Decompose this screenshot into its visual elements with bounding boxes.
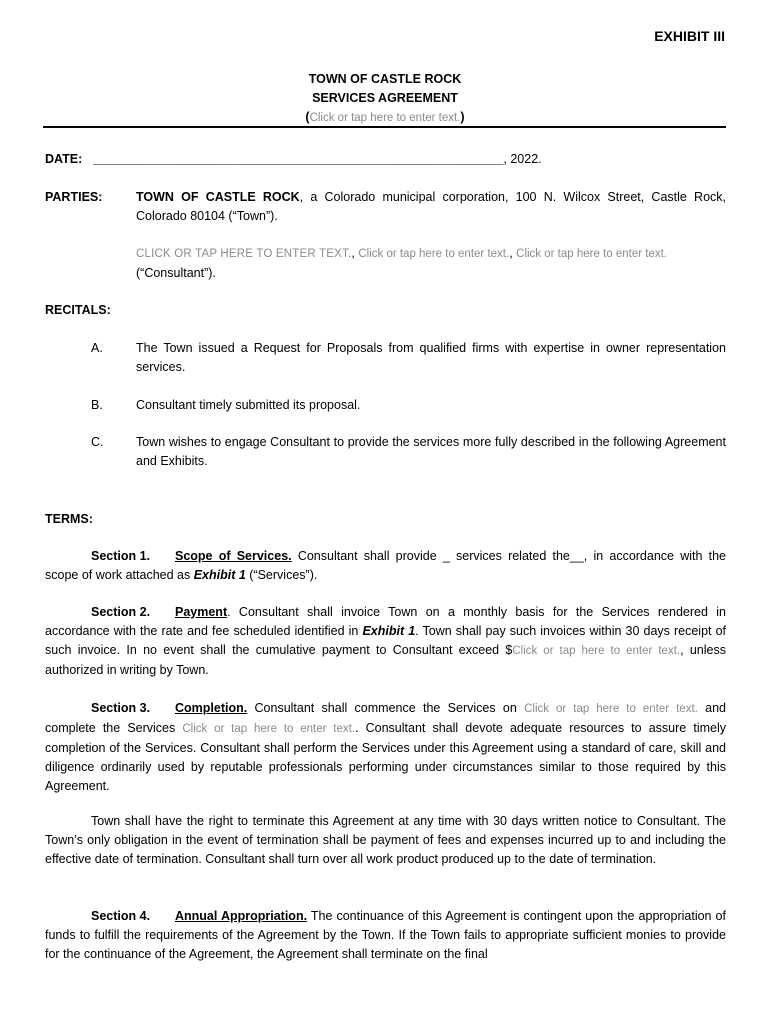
section-title: Scope of Services. bbox=[175, 549, 292, 563]
agreement-title: SERVICES AGREEMENT bbox=[312, 91, 458, 105]
exhibit-label: EXHIBIT III bbox=[654, 28, 725, 44]
section-text: Consultant shall commence the Services on bbox=[247, 701, 525, 715]
section-text: . Consultant shall invoice Town on a monthly basis for the Services rendered in accordance with the rate and fee scheduled identified in bbox=[45, 605, 726, 638]
parties-consultant bbox=[136, 244, 726, 283]
section-number: Section 3. bbox=[91, 701, 151, 715]
exhibit-reference: Exhibit 1 bbox=[362, 624, 416, 638]
consultant-field-2[interactable]: Click or tap here to enter text. bbox=[358, 248, 510, 260]
exhibit-reference: Exhibit 1 bbox=[193, 568, 246, 582]
start-date-field[interactable]: Click or tap here to enter text. bbox=[524, 703, 698, 715]
parties-label: PARTIES: bbox=[45, 190, 103, 204]
town-description: , a Colorado municipal corporation, 100 N. Wilcox Street, Castle Rock, Colorado 80104 (“Town”). bbox=[136, 190, 726, 223]
header-placeholder-line bbox=[0, 108, 770, 128]
section-text: and complete the Services bbox=[45, 701, 726, 735]
date-year: , 2022. bbox=[503, 152, 542, 166]
date-blank[interactable]: ___________________________________________________________ bbox=[93, 152, 504, 166]
recital-text: Consultant timely submitted its proposal. bbox=[136, 398, 361, 412]
terms-label: TERMS: bbox=[45, 512, 93, 526]
section-text: The continuance of this Agreement is contingent upon the appropriation of funds to fulfill the requirements of the Agreement by the Town. If the Town fails to appropriate sufficient monies to provide for the continuance of the Agreement, the Agreement shall terminate on the final bbox=[45, 909, 726, 961]
section-title: Annual Appropriation. bbox=[175, 909, 308, 923]
section-number: Section 4. bbox=[91, 909, 151, 923]
recital-letter: A. bbox=[91, 341, 103, 355]
section-text: Consultant shall provide _ services related the__, in accordance with the scope of work attached as bbox=[45, 549, 726, 582]
payment-amount-field[interactable]: Click or tap here to enter text. bbox=[512, 645, 681, 657]
recital-text: The Town issued a Request for Proposals from qualified firms with expertise in owner representation services. bbox=[136, 341, 726, 374]
section-text: , unless authorized in writing by Town. bbox=[45, 643, 726, 677]
section-text: . Consultant shall devote adequate resources to assure timely completion of the Services. Consultant shall perform the Services under this Agreement using a standard of care, skill and diligence ordinarily used by reputable professionals performing under circumstances similar to those required by this Agreement. bbox=[45, 721, 726, 793]
section-3 bbox=[45, 699, 726, 796]
section-4 bbox=[45, 907, 726, 964]
town-heading: TOWN OF CASTLE ROCK bbox=[308, 72, 462, 86]
consultant-label: (“Consultant”). bbox=[136, 266, 216, 280]
separator: , bbox=[509, 246, 517, 260]
section-text: . Town shall pay such invoices within 30 days receipt of such invoice. In no event shall the cumulative payment to Consultant exceed $ bbox=[45, 624, 727, 657]
section-title: Payment bbox=[175, 605, 228, 619]
date-label: DATE: bbox=[45, 152, 83, 166]
termination-paragraph bbox=[45, 812, 726, 869]
termination-text: Town shall have the right to terminate this Agreement at any time with 30 days written notice to Consultant. The Town’s only obligation in the event of termination shall be payment of fees and expenses incurred up to and including the effective date of termination. Consultant shall turn over all work product produced up to the date of termination. bbox=[45, 814, 726, 866]
consultant-field-3[interactable]: Click or tap here to enter text. bbox=[516, 248, 667, 260]
parties-town bbox=[136, 188, 726, 226]
recital-text: Town wishes to engage Consultant to provide the services more fully described in the following Agreement and Exhibits. bbox=[136, 435, 726, 468]
document-header bbox=[0, 70, 770, 128]
date-line bbox=[45, 150, 542, 169]
section-number: Section 2. bbox=[91, 605, 151, 619]
recital-letter: B. bbox=[91, 398, 103, 412]
section-text: (“Services”). bbox=[245, 568, 318, 582]
recitals-label: RECITALS: bbox=[45, 303, 111, 317]
paren-open: ( bbox=[305, 110, 310, 124]
consultant-name-field[interactable]: CLICK OR TAP HERE TO ENTER TEXT. bbox=[136, 248, 352, 260]
section-title: Completion. bbox=[175, 701, 248, 715]
paren-close: ) bbox=[460, 110, 465, 124]
town-name: TOWN OF CASTLE ROCK bbox=[136, 190, 300, 204]
section-2 bbox=[45, 603, 726, 680]
section-1 bbox=[45, 547, 726, 585]
header-rule bbox=[43, 126, 726, 128]
header-placeholder-field[interactable]: Click or tap here to enter text. bbox=[309, 112, 461, 124]
completion-date-field[interactable]: Click or tap here to enter text. bbox=[182, 723, 356, 735]
separator: , bbox=[351, 246, 359, 260]
section-number: Section 1. bbox=[91, 549, 151, 563]
recital-letter: C. bbox=[91, 435, 104, 449]
